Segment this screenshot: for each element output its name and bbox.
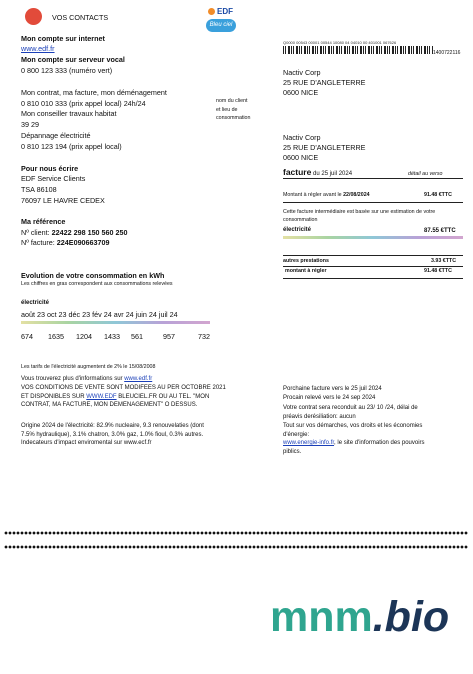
consumption-value: 561 [131,332,143,341]
write-line-3: 76097 LE HAVRE CEDEX [21,196,105,205]
invoice-divider-1 [283,178,463,179]
consumption-title: Evolution de votre consommation en kWh [21,271,165,280]
address-block-1: Nactiv Corp 25 RUE D'ANGLETERRE 0600 NICE [283,68,366,97]
contract-number: 0 810 010 333 (prix appel local) 24h/24 [21,99,146,108]
consumption-subtitle: Les chiffres en gras correspondent aux consommations relevées [21,281,173,287]
invoice-divider-3 [283,255,463,256]
tariff-note: Les tarifs de l'électricité augmentent de 2% le 15/08/2008 [21,364,156,370]
watermark-logo: mnm.bio [270,593,450,641]
sales-conditions: VOS CONDITIONS DE VENTE SONT MODIFEES AU PER OCTOBRE 2021 ET DISPONIBLES SUR WWW.EDF BLEUCIEL.FR OU AU TEL. "MON CONTRAT, MA FACTURE, MON DEMENAGEMENT" O DESSUS. [21,385,226,408]
contract-title: Mon contrat, ma facture, mon déménagement [21,88,167,97]
consumption-value: 732 [198,332,210,341]
energie-info-link[interactable]: www.energie-info.fr [283,440,335,446]
consumption-value: 1635 [48,332,64,341]
invoice-title: facture du 25 juil 2024 [283,167,353,177]
voice-account-title: Mon compte sur serveur vocal [21,55,125,64]
consumption-values [21,332,217,342]
write-title: Pour nous écrire [21,164,79,173]
edf-sun-icon [208,8,215,15]
consumption-periods: août 23 oct 23 déc 23 fév 24 avr 24 juin 24 juil 24 [21,310,178,319]
consumption-value: 674 [21,332,33,341]
due-amount: 91.48 €TTC [424,192,452,198]
dotted-separator-2 [4,545,468,549]
reference-title: Ma référence [21,217,66,226]
other-services-label: autres prestations [283,258,329,264]
consumption-value: 1204 [76,332,92,341]
edf-red-logo [25,8,42,25]
next-reading: Procain relevé vers le 24 sep 2024 [283,395,376,401]
invoice-divider-5 [283,278,463,279]
total-amount: 91.48 €TTC [424,268,452,274]
consumption-value: 957 [163,332,175,341]
electricity-amount: 87.55 €TTC [424,228,456,234]
next-invoice: Porchaine facture vers le 25 juil 2024 [283,386,382,392]
repair-title: Dépannage électricité [21,131,91,140]
barcode [283,46,433,54]
internet-link[interactable]: www.edf.fr [21,44,55,53]
info-link[interactable]: www.edf.fr [124,376,153,382]
electricity-color-bar [283,236,463,239]
consumption-value: 1433 [104,332,120,341]
invoice-detail-note: détail au verso [408,171,443,177]
dotted-separator-1 [4,531,468,535]
write-line-2: TSA 86108 [21,185,57,194]
invoice-number: Nº facture: 224E090663709 [21,238,110,247]
voice-number: 0 800 123 333 (numéro vert) [21,66,113,75]
side-note: nom du client et lieu de consommation [216,98,251,121]
electricity-origin: Origine 2024 de l'électricité: 82.9% nucleaire, 9.3 renouvelaties (dont 7.5% hydraulique), 3.1% chatron, 3.0% gaz, 1.0% fioul, 0.3% autres. Indecateurs d'impact enviromental sur www.ecf.fr [21,423,204,446]
write-line-1: EDF Service Clients [21,174,86,183]
address-block-2: Nactiv Corp 25 RUE D'ANGLETERRE 0600 NICE [283,133,366,162]
internet-account-title: Mon compte sur internet [21,34,105,43]
cgv-link[interactable]: WWW.EDF [86,393,117,400]
rights-info: Tout sur vos démarches, vos droits et les économies d'énergie: www.energie-info.fr, le site d'information des pouvoirs piblics. [283,423,425,455]
barcode-number: 1400722116 [433,50,461,56]
invoice-divider-2 [283,202,463,203]
invoice-divider-4 [283,266,463,267]
contract-renewal: Votre contrat sera reconduit au 23/ 10 /24, délai de préavis derésiliation: aucun [283,405,418,420]
repair-number: 0 810 123 194 (prix appel local) [21,142,122,151]
consumption-energy-label: électricité [21,300,50,306]
barcode-text: Q0000 00543 00001 00544 10080 04 04010 00 401001 067626 [283,40,397,45]
works-number: 39 29 [21,120,39,129]
electricity-label: électricité [283,227,312,233]
bleu-ciel-logo: Bleu ciel [206,19,236,32]
other-services-amount: 3.93 €TTC [431,258,457,264]
page-title: VOS CONTACTS [52,13,109,22]
client-number: Nº client: 22422 298 150 560 250 [21,228,128,237]
info-line: Vous trouverez plus d'informations sur www.edf.fr [21,376,153,382]
total-label: montant à régler [285,268,327,274]
consumption-color-bar [21,321,210,324]
intermediate-note: Cette facture intermédiaire est basée sur une estimation de votre consommation [283,209,436,223]
works-title: Mon conseiller travaux habitat [21,109,117,118]
edf-logo: EDF [208,7,238,19]
due-date-line: Montant à régler avant le 22/08/2024 [283,192,370,198]
